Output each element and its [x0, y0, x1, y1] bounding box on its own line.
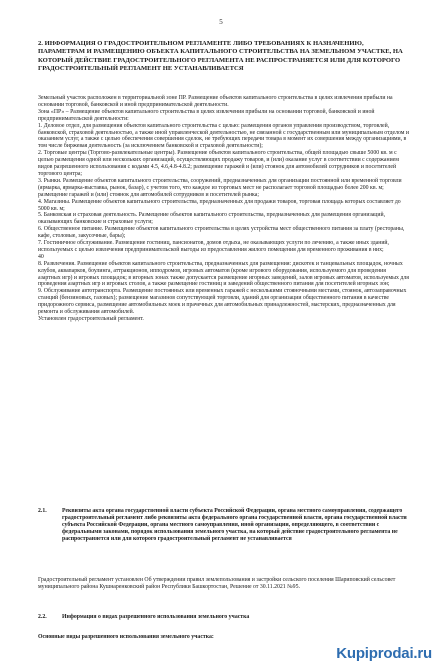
watermark-brand: Kupiprodai — [336, 645, 414, 662]
section-2-1 — [38, 508, 410, 543]
intro-text: Земельный участок расположен в территориальной зоне ПР. Размещение объектов капитального строительства в целях извлечения прибыли на основании торговой, банковской и иной предпринимательской деятельности. — [38, 95, 393, 108]
section-number: 2.1. — [38, 508, 47, 514]
section-text: Информация о видах разрешенного использования земельного участка — [62, 614, 250, 620]
list-item: 4. Магазины. Размещение объектов капитального строительства, предназначенных для продажи товаров, торговая площадь которых составляет до 5000 кв. м; — [38, 198, 401, 212]
list-item: 1. Деловое отдел, для размещения объектов капитального строительства с целью: размещения органов управления производством, торговлей, банковской, страховой деятельностью, а также иной управленческой деятельностью, не связанной с государственным или муниципальным отделом и оказанием услуг, а также с целью обеспечения совершения сделок, не требующих передачи товара в момент их совершения между организациями, в том числе биржевая деятельность (за исключением банковской и страховой деятельности); — [38, 122, 410, 150]
list-item: 7. Гостиничное обслуживание. Размещение гостиниц, пансионатов, домов отдыха, не оказывающих услуги по лечению, а также иных зданий, используемых с целью извлечения предпринимательской выгоды из предоставления жилого помещения для временного проживания в них; — [38, 240, 389, 253]
page-number: 5 — [219, 18, 223, 26]
list-item: 3. Рынки. Размещение объектов капитального строительства, сооружений, предназначенных для организации постоянной или временной торговли (ярмарка, ярмарка-выставка, рынок, базар), с учетом того, что каждое из торговых мест не располагает торговой площадью более 200 кв. м; размещение гаражей и (или) стоянок для автомобилей сотрудников и посетителей рынка; — [38, 177, 402, 198]
list-item: 2. Торговые центры (Торгово-развлекательные центры). Размещение объектов капитального строительства, общей площадью свыше 5000 кв. м с целью размещения одной или нескольких организаций, осуществляющих продажу товаров, и (или) оказание услуг в соответствии с содержанием видов разрешенного использования с кодами 4.5, 4.6,4.8-4.8.2; размещение гаражей и (или) стоянок для автомобилей сотрудников и посетителей торгового центра; — [38, 150, 399, 177]
list-item: 8. Развлечения. Размещение объектов капитального строительства, предназначенных для размещения: дискотек и танцевальных площадок, ночных клубов, аквапарков, боулинга, аттракционов, ипподромов, игровых автоматов (кроме игрового оборудования, используемого для проведения азартных игр) и игровых площадок; в игорных зонах также допускается размещение игорных заведений, залов игровых автоматов, используемых для проведения азартных игр и игровых столов, а также размещение гостиниц и заведений общественного питания для посетителей игорных зон; — [38, 260, 409, 288]
section-heading: 2. ИНФОРМАЦИЯ О ГРАДОСТРОИТЕЛЬНОМ РЕГЛАМЕНТЕ ЛИБО ТРЕБОВАНИЯХ К НАЗНАЧЕНИЮ, ПАРАМЕТРАМ И РАЗМЕЩЕНИЮ ОБЪЕКТА КАПИТАЛЬНОГО СТРОИТЕЛЬСТВА НА ЗЕМЕЛЬНОМ УЧАСТКЕ, НА КОТОРЫЙ ДЕЙСТВИЕ ГРАДОСТРОИТЕЛЬНОГО РЕГЛАМЕНТА НЕ РАСПРОСТРАНЯЕТСЯ ИЛИ ДЛЯ КОТОРОГО ГРАДОСТРОИТЕЛЬНЫЙ РЕГЛАМЕНТ НЕ УСТАНАВЛИВАЕТСЯ — [38, 40, 403, 73]
list-item: 40 — [38, 253, 44, 260]
intro-paragraph — [38, 95, 410, 323]
watermark-logo — [336, 645, 432, 662]
list-item: 9. Обслуживание автотранспорта. Размещение постоянных или временных гаражей с несколькими стояночными местами, стоянок, автозаправочных станций (бензиновых, газовых); размещение магазинов сопутствующей торговли, зданий для организации общественного питания в качестве придорожного сервиса, размещение автомобильных моек и прачечных для автомобильных принадлежностей, мастерских, предназначенных для ремонта и обслуживания автомобилей. — [38, 288, 407, 316]
approval-paragraph: Градостроительный регламент установлен Об утверждении правил землепользования и застройки сельского поселения Шариповский сельсовет муниципального района Кушнаренковский район Республики Башкортостан, Решение от 30.11.2021 №95. — [38, 577, 396, 590]
section-text: Реквизиты акта органа государственной власти субъекта Российской Федерации, органа местного самоуправления, содержащего градостроительный регламент либо реквизиты акта федерального органа государственной власти, органа государственной власти субъекта Российской Федерации, органа местного самоуправления, иной организации, определяющего, в соответствии с федеральными законами, порядок использования земельного участка, на который действие градостроительного регламента не распространяется или для которого градостроительный регламент не устанавливается — [62, 508, 407, 542]
watermark-tld: .ru — [413, 645, 432, 662]
list-item: 6. Общественное питание. Размещение объектов капитального строительства в целях устройства мест общественного питания за плату (рестораны, кафе, столовые, закусочные, бары); — [38, 226, 405, 240]
zone-text: Зона «ПР» – Размещение объектов капитального строительства в целях извлечения прибыли на основании торговой, банковской и иной предпринимательской деятельности: — [38, 108, 375, 122]
list-item: 5. Банковская и страховая деятельность. Размещение объектов капитального строительства, предназначенных для размещения организаций, оказывающих банковские и страховые услуги; — [38, 212, 386, 226]
section-number: 2.2. — [38, 614, 47, 620]
section-2-2 — [38, 614, 410, 621]
main-types-label: Основные виды разрешенного использования земельного участка: — [38, 634, 214, 640]
list-item: Установлен градостроительный регламент. — [38, 316, 144, 322]
